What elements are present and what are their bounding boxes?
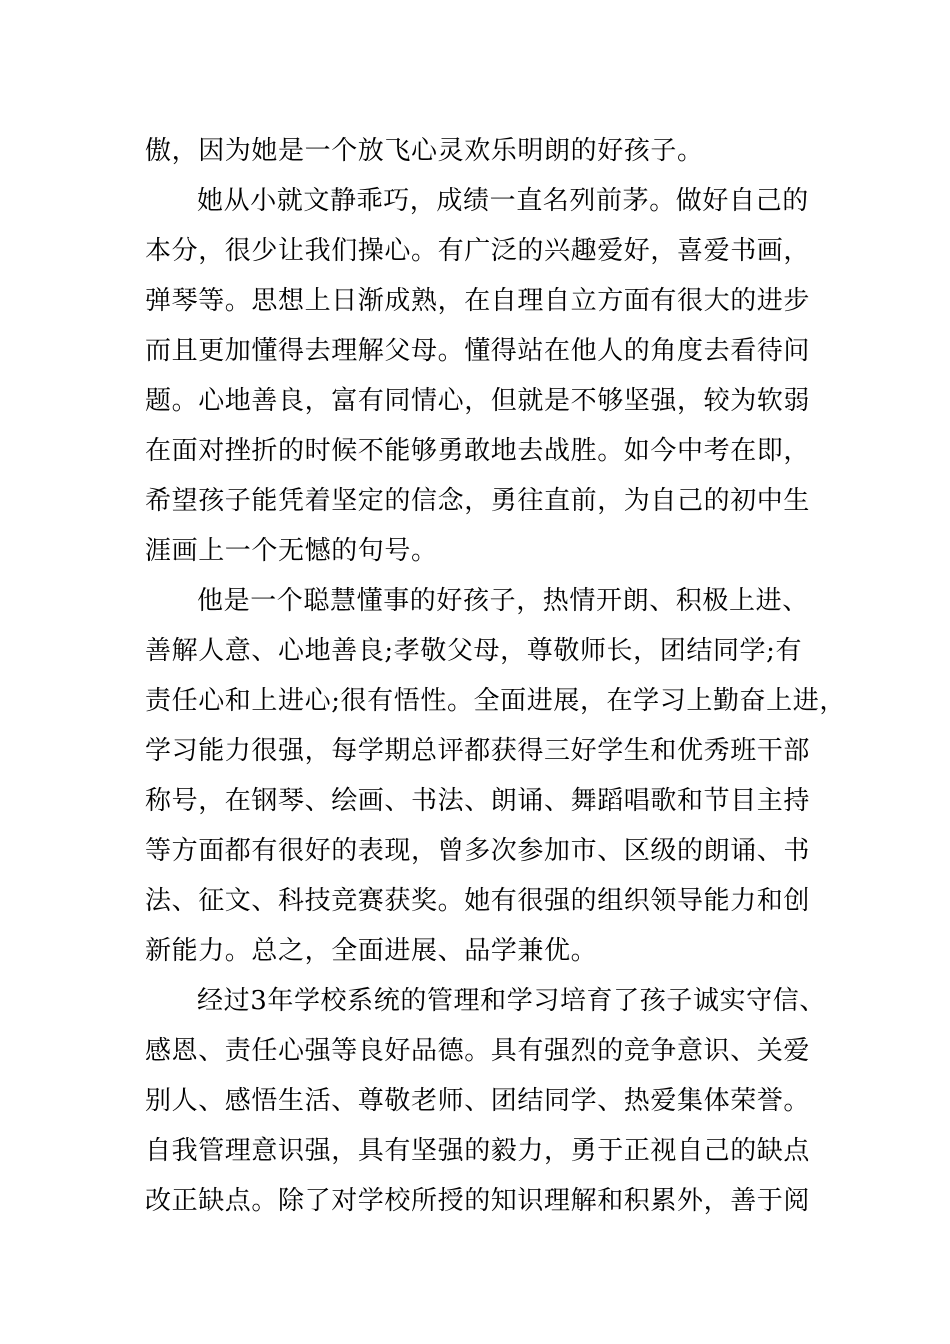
text-line: 而且更加懂得去理解父母。懂得站在他人的角度去看待问 (145, 336, 811, 366)
text-line: 法、征文、科技竞赛获奖。她有很强的组织领导能力和创 (145, 886, 811, 916)
text-line: 题。心地善良，富有同情心，但就是不够坚强，较为软弱 (145, 386, 811, 416)
text-line: 本分，很少让我们操心。有广泛的兴趣爱好，喜爱书画， (145, 236, 811, 266)
text-line: 经过3年学校系统的管理和学习培育了孩子诚实守信、 (197, 986, 826, 1016)
text-line: 称号，在钢琴、绘画、书法、朗诵、舞蹈唱歌和节目主持 (145, 786, 811, 816)
text-line: 他是一个聪慧懂事的好孩子，热情开朗、积极上进、 (197, 586, 809, 616)
text-line: 在面对挫折的时候不能够勇敢地去战胜。如今中考在即， (145, 436, 811, 466)
text-line: 弹琴等。思想上日渐成熟，在自理自立方面有很大的进步 (145, 286, 811, 316)
text-line: 学习能力很强，每学期总评都获得三好学生和优秀班干部 (145, 736, 811, 766)
text-line: 别人、感悟生活、尊敬老师、团结同学、热爱集体荣誉。 (145, 1086, 811, 1116)
text-line: 自我管理意识强，具有坚强的毅力，勇于正视自己的缺点 (145, 1136, 811, 1166)
text-line: 责任心和上进心;很有悟性。全面进展，在学习上勤奋上进， (145, 686, 846, 716)
text-line: 希望孩子能凭着坚定的信念，勇往直前，为自己的初中生 (145, 486, 811, 516)
text-line: 新能力。总之，全面进展、品学兼优。 (145, 936, 598, 966)
text-line: 感恩、责任心强等良好品德。具有强烈的竞争意识、关爱 (145, 1036, 811, 1066)
text-line: 改正缺点。除了对学校所授的知识理解和积累外，善于阅 (145, 1186, 811, 1216)
text-line: 她从小就文静乖巧，成绩一直名列前茅。做好自己的 (197, 186, 809, 216)
text-line: 等方面都有很好的表现，曾多次参加市、区级的朗诵、书 (145, 836, 811, 866)
text-line: 傲，因为她是一个放飞心灵欢乐明朗的好孩子。 (145, 136, 704, 166)
text-line: 善解人意、心地善良;孝敬父母，尊敬师长，团结同学;有 (145, 636, 803, 666)
text-line: 涯画上一个无憾的句号。 (145, 536, 438, 566)
document-body (145, 126, 846, 1226)
